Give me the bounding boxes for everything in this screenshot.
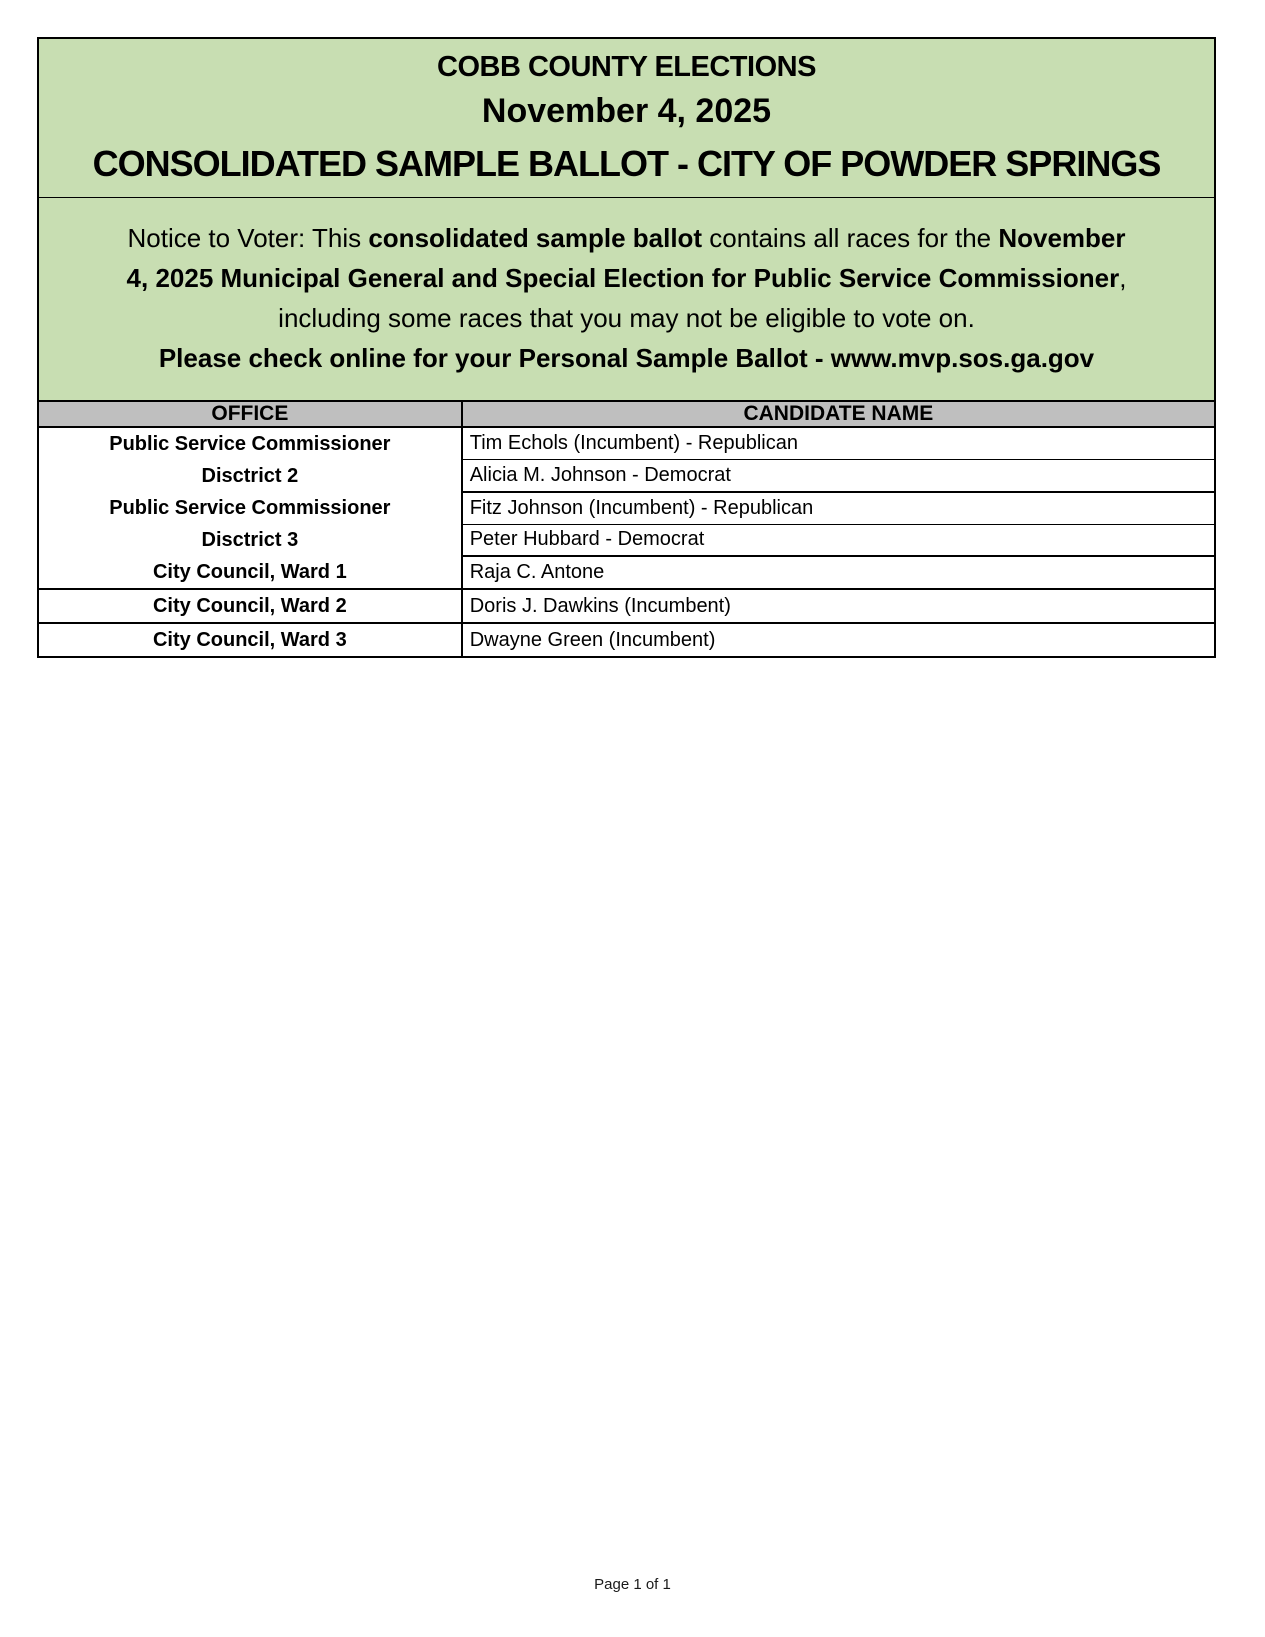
- ballot-header-box: [37, 37, 1216, 402]
- office-cell: [38, 589, 462, 623]
- office-name: City Council, Ward 1: [152, 560, 347, 583]
- candidate-name: Tim Echols (Incumbent) - Republican: [462, 427, 1215, 460]
- office-cell: [38, 556, 462, 589]
- personal-ballot-url-text: Please check online for your Personal Sample Ballot - www.mvp.sos.ga.gov: [158, 343, 1095, 373]
- office-name: Disctrict 2: [201, 464, 299, 487]
- title-block: [39, 39, 1214, 198]
- table-row: [38, 556, 1215, 589]
- election-date: November 4, 2025: [481, 92, 772, 130]
- notice-block: [39, 198, 1214, 400]
- candidate-name: Doris J. Dawkins (Incumbent): [462, 589, 1215, 623]
- org-title: COBB COUNTY ELECTIONS: [437, 51, 816, 83]
- candidate-name: Raja C. Antone: [462, 556, 1215, 589]
- candidate-name: Fitz Johnson (Incumbent) - Republican: [462, 492, 1215, 524]
- notice-line: 4, 2025 Municipal General and Special Election for Public Service Commissioner,: [126, 263, 1127, 293]
- races-table: [37, 400, 1216, 658]
- office-cell: [38, 623, 462, 657]
- candidate-column-header: CANDIDATE NAME: [462, 401, 1215, 427]
- page-number: Page 1 of 1: [594, 1576, 671, 1593]
- candidate-name: Dwayne Green (Incumbent): [462, 623, 1215, 657]
- table-header-row: [38, 401, 1215, 427]
- notice-line: Notice to Voter: This consolidated sample ballot contains all races for the November: [127, 223, 1126, 253]
- office-name: Disctrict 3: [201, 528, 299, 551]
- office-cell: [38, 427, 462, 492]
- office-name: City Council, Ward 2: [152, 594, 347, 617]
- ballot-title: CONSOLIDATED SAMPLE BALLOT - CITY OF POWDER SPRINGS: [92, 143, 1161, 184]
- table-row: [38, 623, 1215, 657]
- notice-line: including some races that you may not be eligible to vote on.: [278, 303, 975, 333]
- candidate-name: Peter Hubbard - Democrat: [462, 524, 1215, 556]
- table-row: [38, 589, 1215, 623]
- candidate-name: Alicia M. Johnson - Democrat: [462, 460, 1215, 493]
- office-cell: [38, 492, 462, 556]
- office-name: Public Service Commissioner: [109, 432, 391, 455]
- table-row: [38, 427, 1215, 460]
- table-row: [38, 492, 1215, 524]
- notice-text: [49, 218, 1204, 338]
- office-column-header: OFFICE: [38, 401, 462, 427]
- office-name: Public Service Commissioner: [109, 496, 391, 519]
- office-name: City Council, Ward 3: [152, 628, 347, 651]
